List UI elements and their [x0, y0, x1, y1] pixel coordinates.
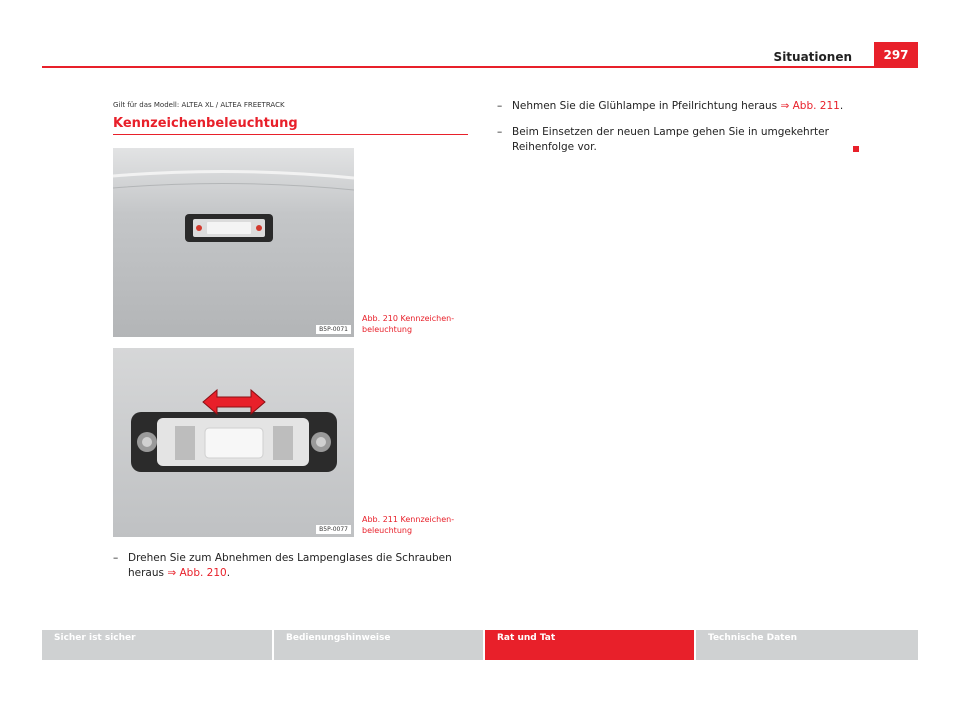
step-text-wrap	[113, 551, 468, 581]
step-text: Nehmen Sie die Glühlampe in Pfeilrichtung heraus	[512, 100, 781, 112]
step-tail: .	[226, 567, 231, 579]
footer-nav	[42, 630, 918, 660]
page-heading: Kennzeichenbeleuchtung	[113, 116, 298, 131]
step-remove-bulb	[497, 99, 867, 114]
step-tail: .	[839, 100, 844, 112]
step-text: Drehen Sie zum Abnehmen des Lampenglases die Schrauben heraus	[128, 552, 452, 579]
figure-210-image	[113, 148, 354, 337]
section-end-marker	[853, 146, 859, 152]
license-plate-light-photo	[113, 148, 354, 337]
figure-210-caption: Abb. 210 Kennzeichen-beleuchtung	[362, 314, 455, 334]
figure-code: B5P-0071	[316, 325, 351, 334]
figure-reference-link[interactable]: ⇒ Abb. 211	[780, 100, 840, 112]
figure-211-caption: Abb. 211 Kennzeichen-beleuchtung	[362, 515, 455, 535]
step-dash: –	[113, 552, 119, 564]
model-note: Gilt für das Modell: ALTEA XL / ALTEA FREETRACK	[113, 101, 285, 109]
footer-tab-sicher-ist-sicher[interactable]: Sicher ist sicher	[42, 630, 274, 660]
figure-211-image	[113, 348, 354, 537]
step-text-wrap	[497, 99, 867, 114]
step-text: Beim Einsetzen der neuen Lampe gehen Sie in umgekehrter Reihenfolge vor.	[512, 126, 829, 153]
step-dash: –	[497, 100, 503, 112]
step-dash: –	[497, 126, 503, 138]
footer-tab-bedienungshinweise[interactable]: Bedienungshinweise	[274, 630, 485, 660]
section-title: Situationen	[773, 50, 852, 64]
footer-tab-rat-und-tat[interactable]: Rat und Tat	[485, 630, 696, 660]
step-install-bulb	[497, 125, 867, 155]
figure-code: B5P-0077	[316, 525, 351, 534]
page-number: 297	[874, 42, 918, 68]
header-rule	[42, 66, 918, 68]
footer-tab-technische-daten[interactable]: Technische Daten	[696, 630, 918, 660]
heading-rule	[113, 134, 468, 135]
bulb-removal-photo	[113, 348, 354, 537]
figure-reference-link[interactable]: ⇒ Abb. 210	[167, 567, 227, 579]
step-remove-screws	[113, 551, 468, 581]
